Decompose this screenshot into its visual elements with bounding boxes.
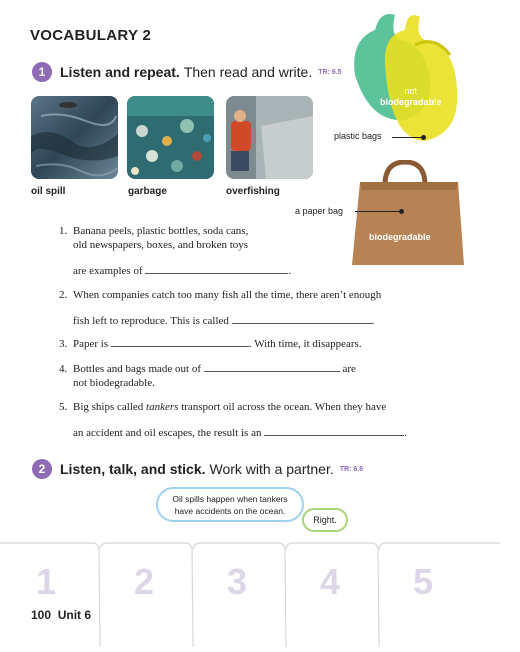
activity-instruction-bold: Listen and repeat. bbox=[60, 64, 180, 80]
exercise-item-3: 3. Paper is . With time, it disappears. bbox=[59, 338, 362, 350]
answer-blank[interactable] bbox=[204, 361, 340, 372]
leader-dot bbox=[399, 209, 404, 214]
page-footer bbox=[31, 608, 91, 622]
reply-bubble: Right. bbox=[302, 508, 348, 532]
leader-line bbox=[392, 137, 422, 138]
biodegradable-label: biodegradable bbox=[369, 232, 431, 242]
paper-bag-label: a paper bag bbox=[295, 206, 344, 216]
plastic-bags-image bbox=[345, 5, 475, 145]
unit-label: Unit 6 bbox=[57, 608, 92, 622]
sticker-slot-5[interactable]: 5 bbox=[413, 561, 434, 602]
page-number: 100 bbox=[31, 608, 52, 622]
photo-caption: oil spill bbox=[31, 186, 66, 197]
exercise-item-1: 1. Banana peels, plastic bottles, soda cans, old newspapers, boxes, and broken toys are examples of . bbox=[59, 225, 292, 277]
activity-1-heading bbox=[32, 62, 342, 82]
sticker-slot-2[interactable]: 2 bbox=[134, 561, 155, 602]
activity-number-badge: 1 bbox=[32, 62, 52, 82]
answer-blank[interactable] bbox=[232, 313, 372, 324]
speech-bubble: Oil spills happen when tankers have accidents on the ocean. bbox=[156, 487, 304, 522]
garbage-photo bbox=[127, 96, 214, 179]
photo-caption: garbage bbox=[128, 186, 167, 197]
leader-dot bbox=[421, 135, 426, 140]
exercise-item-2: 2. When companies catch too many fish all the time, there aren’t enough fish left to reproduce. This is called . bbox=[59, 289, 382, 327]
sticker-slot-1[interactable]: 1 bbox=[36, 561, 57, 602]
activity-number-badge: 2 bbox=[32, 459, 52, 479]
activity-2-heading bbox=[32, 459, 363, 479]
answer-blank[interactable] bbox=[111, 336, 249, 347]
exercise-item-5: 5. Big ships called tankers transport oil across the ocean. When they have an accident and oil escapes, the result is an . bbox=[59, 401, 407, 439]
track-code: TR: 6.6 bbox=[339, 465, 364, 473]
oil-spill-photo bbox=[31, 96, 118, 179]
activity-instruction: Then read and write. bbox=[183, 64, 313, 80]
photo-caption: overfishing bbox=[226, 186, 280, 197]
track-code: TR: 6.5 bbox=[318, 68, 342, 76]
not-biodegradable-label: not biodegradable bbox=[380, 86, 442, 107]
sticker-slot-4[interactable]: 4 bbox=[320, 561, 341, 602]
exercise-item-4: 4. Bottles and bags made out of are not biodegradable. bbox=[59, 363, 356, 389]
activity-instruction-bold: Listen, talk, and stick. bbox=[60, 461, 206, 477]
overfishing-photo bbox=[226, 96, 313, 179]
sticker-slot-3[interactable]: 3 bbox=[227, 561, 248, 602]
leader-line bbox=[355, 211, 400, 212]
activity-instruction: Work with a partner. bbox=[209, 461, 334, 477]
plastic-bags-label: plastic bags bbox=[334, 131, 382, 141]
answer-blank[interactable] bbox=[264, 425, 404, 436]
section-title: VOCABULARY 2 bbox=[30, 27, 152, 44]
answer-blank[interactable] bbox=[145, 263, 288, 274]
